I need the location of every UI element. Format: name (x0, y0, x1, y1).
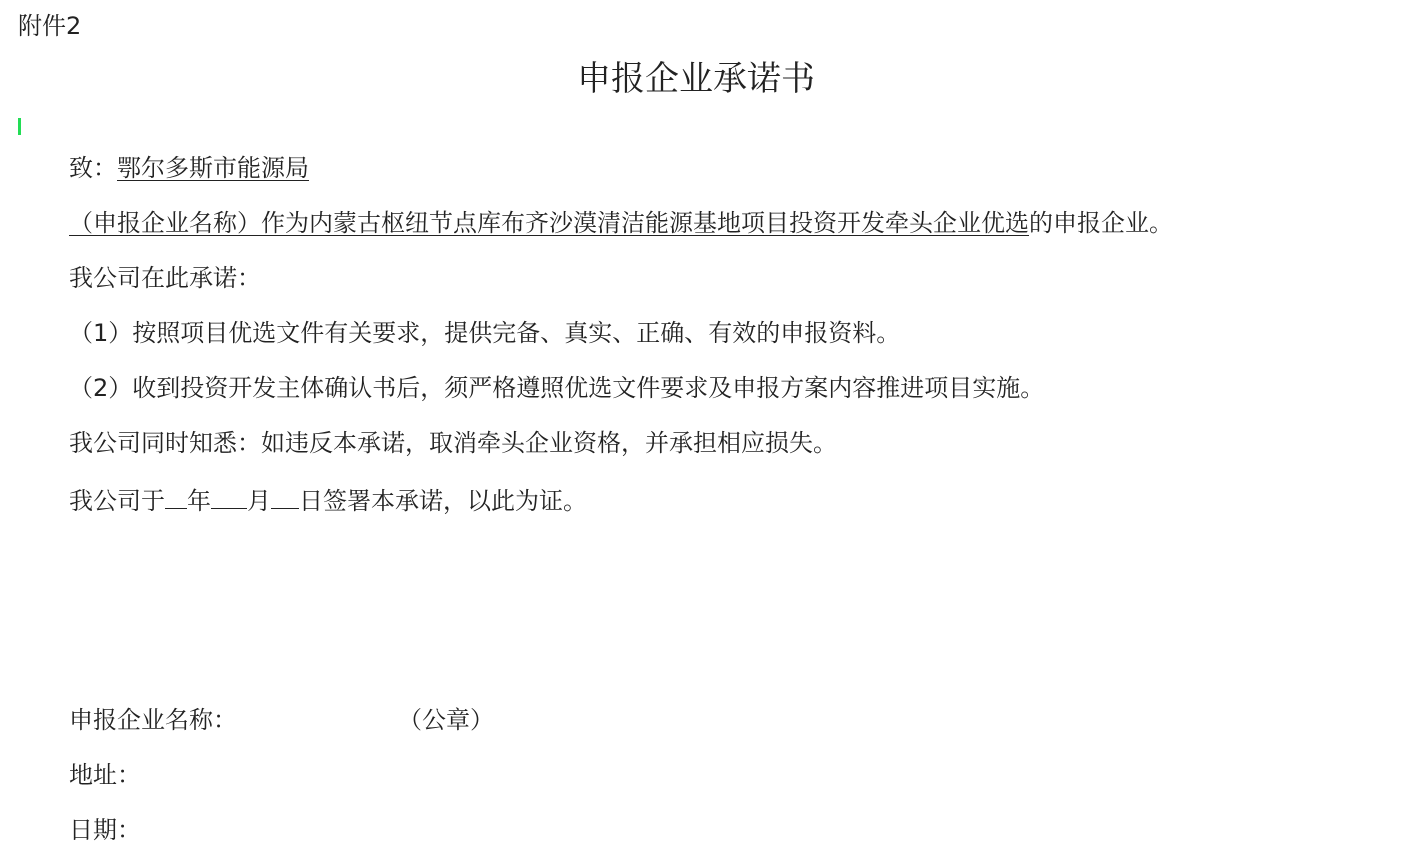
document-title: 申报企业承诺书 (577, 59, 815, 99)
commit-heading: 我公司在此承诺： (69, 264, 261, 292)
month-blank (211, 482, 247, 509)
attachment-label: 附件2 (18, 12, 82, 40)
address-label: 地址： (69, 761, 141, 789)
addressee-org: 鄂尔多斯市能源局 (117, 154, 309, 182)
sign-prefix: 我公司于 (69, 487, 165, 515)
company-name-placeholder: （申报企业名称） (69, 209, 261, 237)
company-seal-label: （公章） (398, 706, 494, 734)
company-name-label: 申报企业名称： (69, 706, 237, 734)
signing-date-line (69, 482, 587, 517)
intro-project: 作为内蒙古枢纽节点库布齐沙漠清洁能源基地项目投资开发牵头企业优选 (261, 209, 1029, 237)
sign-suffix: 日签署本承诺，以此为证。 (299, 487, 587, 515)
intro-line (69, 207, 1173, 239)
sign-month: 月 (247, 487, 271, 515)
addressee-line (69, 152, 309, 184)
sign-year: 年 (187, 487, 211, 515)
addressee-prefix: 致： (69, 154, 117, 182)
text-cursor (18, 118, 21, 135)
commitment-item-2: （2）收到投资开发主体确认书后，须严格遵照优选文件要求及申报方案内容推进项目实施。 (69, 374, 1045, 402)
date-label: 日期： (69, 816, 141, 844)
intro-end: 的申报企业。 (1029, 209, 1173, 237)
year-blank (165, 482, 187, 509)
acknowledgement-line: 我公司同时知悉：如违反本承诺，取消牵头企业资格，并承担相应损失。 (69, 429, 837, 457)
day-blank (271, 482, 299, 509)
commitment-item-1: （1）按照项目优选文件有关要求，提供完备、真实、正确、有效的申报资料。 (69, 319, 901, 347)
